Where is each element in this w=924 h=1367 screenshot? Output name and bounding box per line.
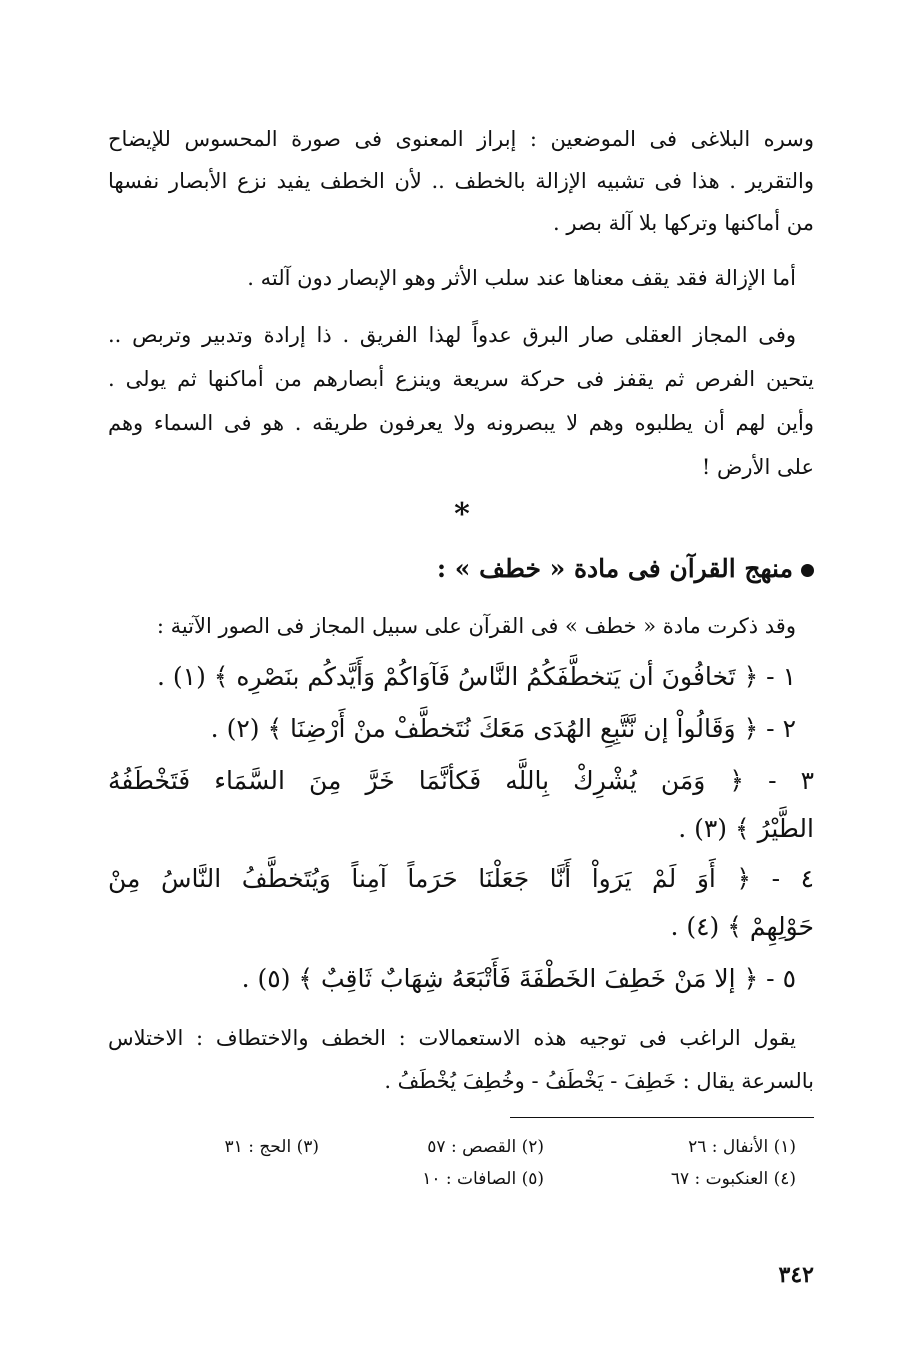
- footnote-5: (٥) الصافات : ١٠: [422, 1169, 544, 1189]
- footnote-1: (١) الأنفال : ٢٦: [688, 1137, 796, 1157]
- verse-1: ١ - ﴿ تَخافُونَ أن يَتخطَّفَكُمُ النَّاسُ فَآوَاكُمْ وَأَيَّدكُم بنَصْرِه ﴾ (١) .: [156, 662, 796, 691]
- verse-4-line-2: حَوْلِهِمْ ﴾ (٤) .: [670, 912, 814, 941]
- closing-line-1: يقول الراغب فى توجيه هذه الاستعمالات : الخطف والاختطاف : الاختلاس: [108, 1026, 796, 1050]
- verse-4-line-1: ٤ - ﴿ أَوَ لَمْ يَرَواْ أَنَّا جَعَلْنَا حَرَماً آمِناً وَيُتَخطَّفُ النَّاسُ مِنْ: [108, 864, 814, 893]
- paragraph-1-line-2: والتقرير . هذا فى تشبيه الإزالة بالخطف .. لأن الخطف يفيد نزع الأبصار نفسها: [108, 169, 814, 193]
- verses-intro: وقد ذكرت مادة « خطف » فى القرآن على سبيل المجاز فى الصور الآتية :: [156, 614, 796, 638]
- paragraph-3-line-3: وأين لهم أن يطلبوه وهم لا يبصرونه ولا يعرفون طريقه . هو فى السماء وهم: [108, 411, 814, 435]
- footnote-4: (٤) العنكبوت : ٦٧: [670, 1169, 796, 1189]
- closing-line-2: بالسرعة يقال : خَطِفَ - يَخْطَفُ - وخُطِفَ يُخْطَفُ .: [384, 1069, 814, 1093]
- page-number: ٣٤٢: [778, 1262, 814, 1288]
- paragraph-3-line-1: وفى المجاز العقلى صار البرق عدواً لهذا الفريق . ذا إرادة وتدبير وتربص ..: [108, 323, 796, 347]
- verse-2: ٢ - ﴿ وَقَالُواْ إن نَّتَّبِعِ الهُدَى مَعَكَ نُتَخطَّفْ منْ أَرْضِنَا ﴾ (٢) .: [210, 714, 796, 743]
- verse-3-line-1: ٣ - ﴿ وَمَن يُشْرِكْ بِاللَّه فَكأنَّمَا خَرَّ مِنَ السَّمَاء فَتَخْطَفُهُ: [108, 766, 814, 795]
- paragraph-3-line-4: على الأرض !: [701, 455, 814, 479]
- paragraph-1-line-1: وسره البلاغى فى الموضعين : إبراز المعنوى فى صورة المحسوس للإيضاح: [108, 127, 814, 151]
- verse-5: ٥ - ﴿ إلا مَنْ خَطِفَ الخَطْفَةَ فَأَتْبَعَهُ شِهَابٌ ثَاقِبٌ ﴾ (٥) .: [241, 964, 796, 993]
- paragraph-2-line-1: أما الإزالة فقد يقف معناها عند سلب الأثر وهو الإبصار دون آلته .: [247, 266, 796, 290]
- footnote-3: (٣) الحج : ٣١: [224, 1137, 319, 1157]
- bullet-icon: [801, 564, 814, 577]
- footnote-2: (٢) القصص : ٥٧: [427, 1137, 544, 1157]
- section-heading: [108, 554, 814, 584]
- paragraph-1-line-3: من أماكنها وتركها بلا آلة بصر .: [552, 211, 814, 235]
- section-separator-star: *: [454, 497, 470, 532]
- paragraph-3-line-2: يتحين الفرص ثم يقفز فى حركة سريعة وينزع أبصارهم من أماكنها ثم يولى .: [108, 367, 814, 391]
- footnote-separator: [510, 1117, 814, 1118]
- section-heading-text: منهج القرآن فى مادة « خطف » :: [436, 554, 793, 583]
- verse-3-line-2: الطَّيْرُ ﴾ (٣) .: [678, 814, 814, 843]
